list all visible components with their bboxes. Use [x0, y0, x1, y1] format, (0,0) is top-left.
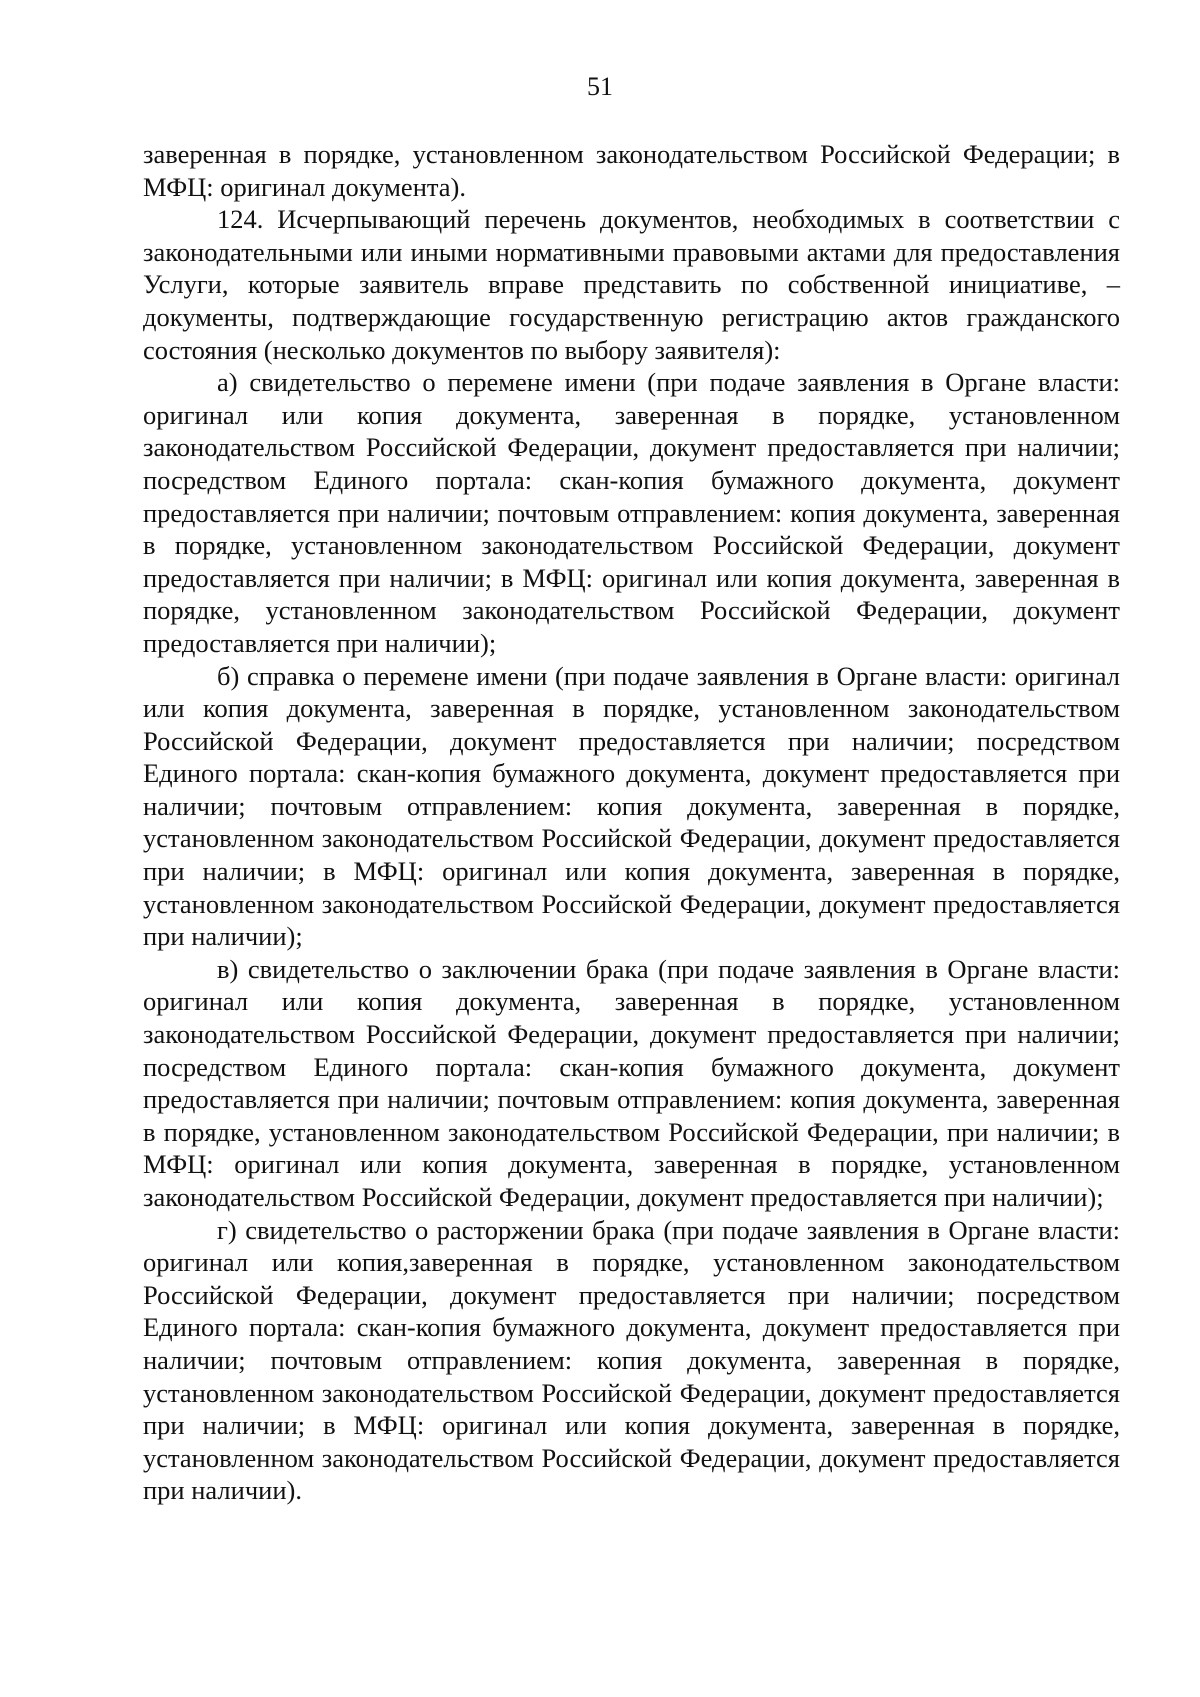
paragraph-item-b: б) справка о перемене имени (при подаче заявления в Органе власти: оригинал или копия документа, заверенная в порядке, установленном законодательством Российской Федерации, документ предоставляется при наличии; посредством Единого портала: скан-копия бумажного документа, документ предоставляется при наличии; почтовым отправлением: копия документа, заверенная в порядке, установленном законодательством Российской Федерации, документ предоставляется при наличии; в МФЦ: оригинал или копия документа, заверенная в порядке, установленном законодательством Российской Федерации, документ предоставляется при наличии);: [143, 660, 1120, 952]
paragraph-item-124: 124. Исчерпывающий перечень документов, необходимых в соответствии с законодательными или иными нормативными правовыми актами для предоставления Услуги, которые заявитель вправе представить по собственной инициативе, – документы, подтверждающие государственную регистрацию актов гражданского состояния (несколько документов по выбору заявителя):: [143, 204, 1120, 365]
paragraph-continuation: заверенная в порядке, установленном законодательством Российской Федерации; в МФЦ: оригинал документа).: [143, 139, 1120, 202]
paragraph-item-g: г) свидетельство о расторжении брака (при подаче заявления в Органе власти: оригинал или копия,заверенная в порядке, установленном законодательством Российской Федерации, документ предоставляется при наличии; посредством Единого портала: скан-копия бумажного документа, документ предоставляется при наличии; почтовым отправлением: копия документа, заверенная в порядке, установленном законодательством Российской Федерации, документ предоставляется при наличии; в МФЦ: оригинал или копия документа, заверенная в порядке, установленном законодательством Российской Федерации, документ предоставляется при наличии).: [143, 1214, 1120, 1506]
paragraph-item-a: а) свидетельство о перемене имени (при подаче заявления в Органе власти: оригинал или копия документа, заверенная в порядке, установленном законодательством Российской Федерации, документ предоставляется при наличии; посредством Единого портала: скан-копия бумажного документа, документ предоставляется при наличии; почтовым отправлением: копия документа, заверенная в порядке, установленном законодательством Российской Федерации, документ предоставляется при наличии; в МФЦ: оригинал или копия документа, заверенная в порядке, установленном законодательством Российской Федерации, документ предоставляется при наличии);: [143, 367, 1120, 658]
page-number: 51: [587, 72, 613, 101]
document-body: [143, 138, 1120, 1507]
paragraph-item-v: в) свидетельство о заключении брака (при подаче заявления в Органе власти: оригинал или копия документа, заверенная в порядке, установленном законодательством Российской Федерации, документ предоставляется при наличии; посредством Единого портала: скан-копия бумажного документа, документ предоставляется при наличии; почтовым отправлением: копия документа, заверенная в порядке, установленном законодательством Российской Федерации, при наличии; в МФЦ: оригинал или копия документа, заверенная в порядке, установленном законодательством Российской Федерации, документ предоставляется при наличии);: [143, 953, 1120, 1212]
